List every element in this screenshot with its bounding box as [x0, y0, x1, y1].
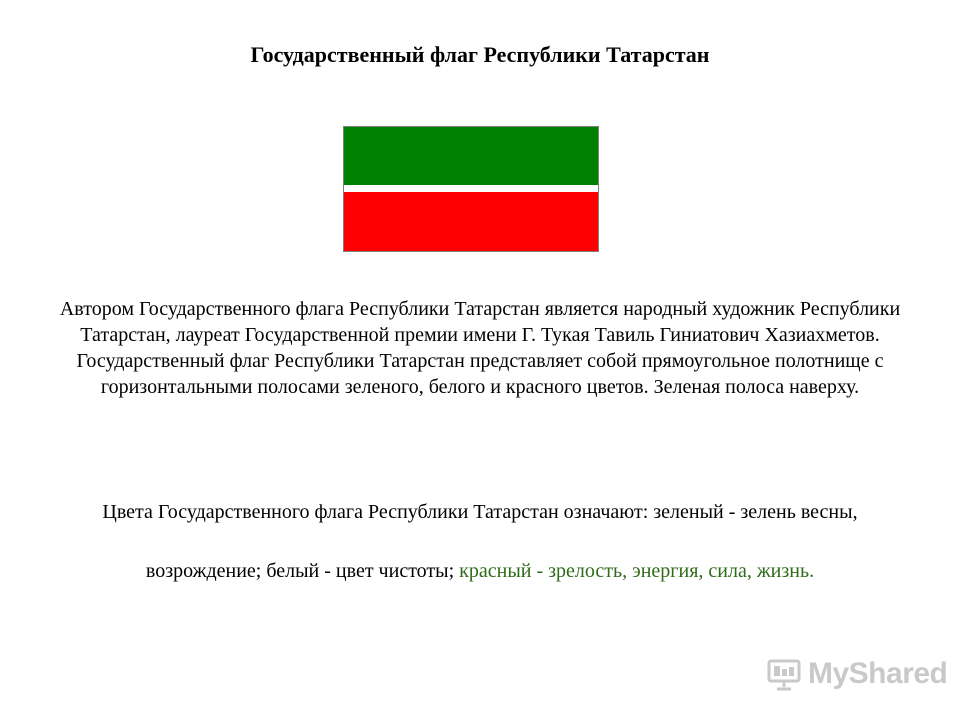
- colors-meaning-plain-text: возрождение; белый - цвет чистоты;: [145, 560, 460, 582]
- page-title: Государственный флаг Республики Татарстан: [250, 42, 710, 67]
- colors-meaning-line-1: Цвета Государственного флага Республики Татарстан означают: зеленый - зелень весны,: [102, 501, 858, 523]
- tatarstan-flag: [343, 126, 599, 252]
- watermark-text: MyShared: [808, 657, 948, 690]
- colors-meaning-line-2: [20, 558, 940, 584]
- watermark-logo: [766, 654, 947, 694]
- colors-meaning-highlight-text: красный - зрелость, энергия, сила, жизнь.: [459, 560, 815, 582]
- presentation-screen-icon: [766, 656, 802, 692]
- description-paragraph: Автором Государственного флага Республики Татарстан является народный художник Республики Татарстан, лауреат Государственной премии имени Г. Тукая Тавиль Гиниатович Хазиахметов. Государственный флаг Республики Татарстан представляет собой прямоугольное полотнище с горизонтальными полосами зеленого, белого и красного цветов. Зеленая полоса наверху.: [59, 298, 901, 398]
- flag-stripe-green: [344, 127, 598, 185]
- flag-stripe-red: [344, 192, 598, 251]
- flag-stripe-white: [344, 185, 598, 192]
